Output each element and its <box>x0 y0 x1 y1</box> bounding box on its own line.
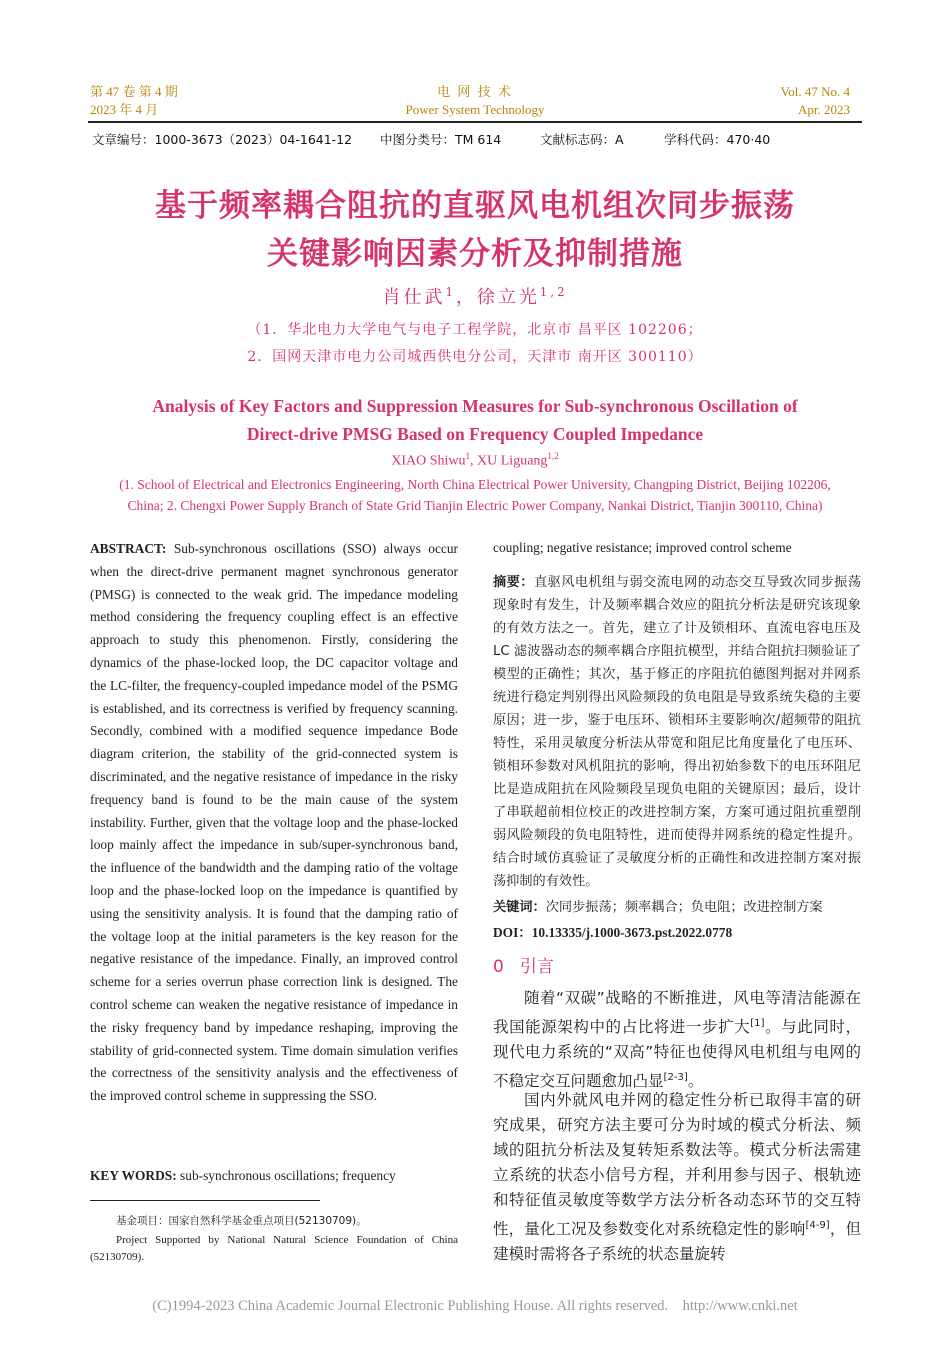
abstract-en-text: Sub-synchronous oscillations (SSO) always occur when the direct-drive permanent magnet synchronous generator (PMSG) is connected to the weak grid. The impedance modeling method considering the frequency coupling effect is an effective approach to study this phenomenon. Firstly, considering the dynamics of the phase-locked loop, the DC capacitor voltage and the LC-filter, the frequency-coupled impedance model of the PSMG is established, and its correctness is verified by frequency scanning. Secondly, combined with a modified sequence impedance Bode diagram criterion, the stability of the grid-connected system is discriminated, and the negative resistance of impedance in the risky frequency band is found to be the main cause of the system instability. Further, given that the voltage loop and the phase-locked loop mainly affect the impedance in sub/super-synchronous band, the influence of the bandwidth and the damping ratio of the voltage loop and the phase-locked loop on the impedance is quantified by using the sensitivity analysis. It is found that the damping ratio of the voltage loop at the initial parameters is the key reason for the negative resistance of the impedance. Finally, an improved control scheme for a series overrun phase correction link is designed. The control scheme can weaken the negative resistance of impedance in the risky frequency band by impedance reshaping, improving the stability of grid-connected system. Time domain simulation verifies the correctness of the sensitivity analysis and the effectiveness of the improved control scheme in suppressing the SSO. <box>90 541 458 1104</box>
abstract-en-label: ABSTRACT: <box>90 541 167 556</box>
copyright-text: (C)1994-2023 China Academic Journal Electronic Publishing House. All rights reserved. <box>152 1298 669 1314</box>
keywords-cn <box>493 896 861 919</box>
title-cn-line1: 基于频率耦合阻抗的直驱风电机组次同步振荡 <box>155 188 795 224</box>
title-en-line1: Analysis of Key Factors and Suppression Measures for Sub-synchronous Oscillation of <box>152 396 798 416</box>
intro-p2-text-a: 国内外就风电并网的稳定性分析已取得丰富的研究成果，研究方法主要可分为时域的模式分析法、频域的阻抗分析法及复转矩系数法等。模式分析法需建立系统的状态小信号方程，并利用参与因子、根轨迹和特征值灵敏度等数学方法分析各动态环节的交互特性，量化工况及参数变化对系统稳定性的影响 <box>493 1091 861 1239</box>
cnki-url[interactable]: http://www.cnki.net <box>682 1298 798 1314</box>
date-en: Apr. 2023 <box>798 102 850 117</box>
title-cn-line2: 关键影响因素分析及抑制措施 <box>267 236 683 272</box>
keywords-cn-label: 关键词： <box>493 900 546 915</box>
intro-paragraph-2 <box>493 1088 861 1267</box>
author-en-2-affil: 1,2 <box>547 451 559 461</box>
header-rule <box>88 121 862 123</box>
section-title: 引言 <box>519 957 554 977</box>
footnote-rule <box>90 1200 320 1201</box>
abstract-cn <box>493 571 861 893</box>
footnote-fund-en: Project Supported by National Natural Science Foundation of China (52130709). <box>90 1234 458 1263</box>
intro-p1-text-a: 随着“双碳”战略的不断推进，风电等清洁能源在我国能源架构中的占比将进一步扩大 <box>493 989 861 1037</box>
intro-p1-text-c: 。 <box>687 1072 704 1091</box>
article-number: 文章编号：1000-3673（2023）04-1641-12 <box>92 132 353 147</box>
doi-value: 10.13335/j.1000-3673.pst.2022.0778 <box>531 925 733 940</box>
keywords-en-label: KEY WORDS: <box>90 1168 177 1183</box>
date-cn: 2023 年 4 月 <box>90 102 159 117</box>
section-number: 0 <box>493 957 504 977</box>
footnote-fund-cn: 基金项目：国家自然科学基金重点项目(52130709)。 <box>116 1215 367 1227</box>
author-separator: ， <box>455 287 477 308</box>
authors-cn <box>0 283 950 309</box>
author-cn-2: 徐立光 <box>476 287 540 308</box>
author-en-1-affil: 1 <box>465 451 471 461</box>
affiliation-cn-line2: 2．国网天津市电力公司城西供电分公司，天津市 南开区 300110） <box>247 349 703 365</box>
journal-name-cn: 电 网 技 术 <box>437 84 513 99</box>
keywords-en <box>90 1165 458 1188</box>
author-cn-1: 肖仕武 <box>382 287 446 308</box>
author-cn-1-affil: 1 <box>445 285 456 299</box>
affiliation-en-line1: (1. School of Electrical and Electronics Engineering, North China Electrical Power University, Changping District, Beijing 102206, <box>119 477 831 492</box>
section-heading-intro <box>493 952 554 977</box>
intro-p1-ref2: [2-3] <box>663 1072 688 1084</box>
authors-en <box>0 451 950 470</box>
document-code: 文献标志码：A <box>540 132 624 147</box>
intro-p2-ref: [4-9] <box>805 1220 830 1231</box>
keywords-cn-text: 次同步振荡；频率耦合；负电阻；改进控制方案 <box>545 900 823 915</box>
abstract-en <box>90 538 458 1108</box>
keywords-en-text: sub-synchronous oscillations; frequency <box>176 1168 396 1183</box>
author-en-separator: , <box>470 453 478 469</box>
author-en-2: XU Liguang <box>477 453 548 469</box>
author-cn-2-affil: 1,2 <box>539 285 568 299</box>
abstract-cn-text: 直驱风电机组与弱交流电网的动态交互导致次同步振荡现象时有发生，计及频率耦合效应的阻抗分析法是研究该现象的有效方法之一。首先，建立了计及锁相环、直流电容电压及 LC 滤波器动态的频率耦合序阻抗模型，并结合阻抗扫频验证了模型的正确性；其次，基于修正的序阻抗伯德图判据对并网系统进行稳定判别得出风险频段的负电阻是导致系统失稳的主要原因；进一步，鉴于电压环、锁相环主要影响次/超频带的阻抗特性，采用灵敏度分析法从带宽和阻尼比角度量化了电压环、锁相环参数对风机阻抗的影响，得出初始参数下的电压环阻尼比是造成阻抗在风险频段呈现负电阻的关键原因；最后，设计了串联超前相位校正的改进控制方案，方案可通过阻抗重塑削弱风险频段的负电阻特性，进而使得并网系统的稳定性提升。结合时域仿真验证了灵敏度分析的正确性和改进控制方案对振荡抑制的有效性。 <box>493 575 862 889</box>
title-en-line2: Direct-drive PMSG Based on Frequency Coupled Impedance <box>246 424 704 444</box>
keywords-en-continued: coupling; negative resistance; improved control scheme <box>493 540 792 555</box>
author-en-1: XIAO Shiwu <box>391 453 466 469</box>
volume-cn: 第 47 卷 第 4 期 <box>90 84 178 99</box>
volume-en: Vol. 47 No. 4 <box>780 84 850 99</box>
intro-p2-text-b: ，但建模时需将各子系统的状态量旋转 <box>493 1220 861 1264</box>
doi-label: DOI： <box>493 925 532 940</box>
abstract-cn-label: 摘要： <box>493 575 534 590</box>
intro-p1-text-b: 。与此同时，现代电力系统的“双高”特征也使得风电机组与电网的不稳定交互问题愈加凸显 <box>493 1018 861 1091</box>
affiliation-en-line2: China; 2. Chengxi Power Supply Branch of State Grid Tianjin Electric Power Company, Nankai District, Tianjin 300110, China) <box>127 498 823 513</box>
affiliation-cn-line1: （1．华北电力大学电气与电子工程学院，北京市 昌平区 102206； <box>247 322 703 338</box>
doi <box>493 922 861 941</box>
intro-paragraph-1 <box>493 986 861 1094</box>
subject-code: 学科代码：470·40 <box>664 132 771 147</box>
clc-number: 中图分类号：TM 614 <box>380 132 502 147</box>
intro-p1-ref1: [1] <box>750 1018 765 1029</box>
journal-name-en: Power System Technology <box>405 102 545 117</box>
copyright-footer <box>0 1298 950 1315</box>
